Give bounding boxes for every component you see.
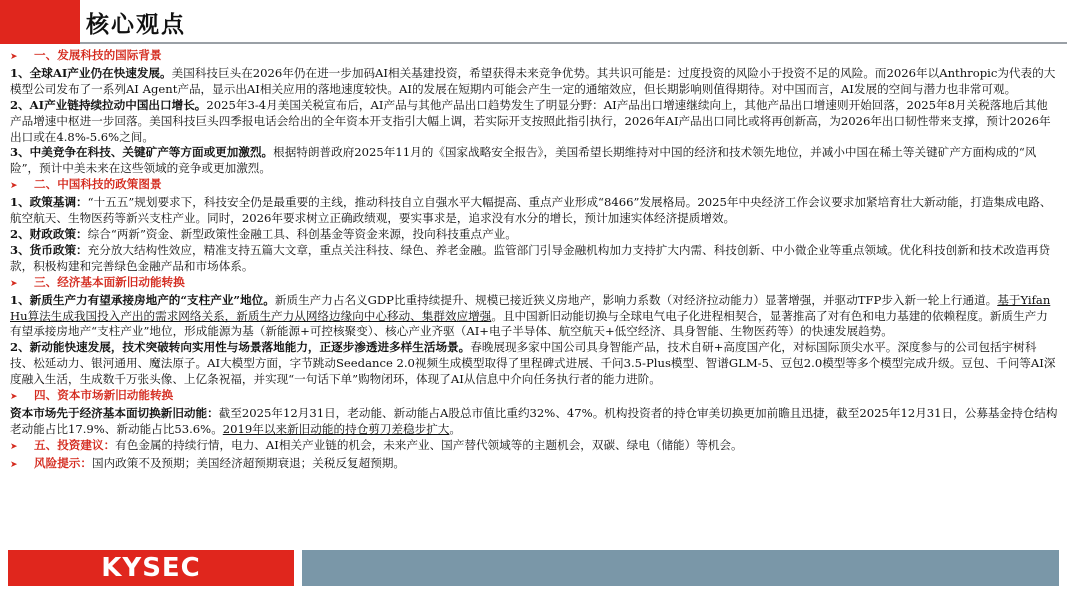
paragraph [10,227,1058,243]
paragraph [10,243,1058,275]
section-heading-text: 风险提示： [34,455,92,470]
section-heading-3 [10,275,1058,293]
kysec-logo: KYSEC [101,553,201,583]
paragraph-text: 。且中国新旧动能切换与全球电气电子化进程相契合，显著推高了对有色和电力基建的依赖程度。新质生产力有望承接房地产“支柱产业”地位，形成能源为基（新能源+可控核聚变）、核心产业齐驱（AI+电子半导体、航空航天+低空经济、具身智能、生物医药等）的快速发展趋势。 [10,308,1048,339]
paragraph-lead: 2、AI产业链持续拉动中国出口增长。 [10,97,207,112]
title-divider [80,42,1067,44]
footer-bar [302,550,1059,586]
main-content [10,48,1058,474]
paragraph-text: 国内政策不及预期；美国经济超预期衰退；关税反复超预期。 [91,455,406,470]
underlined-text: 2019年以来新旧动能的持仓剪刀差稳步扩大 [222,421,450,436]
paragraph-text: 综合“两新”资金、新型政策性金融工具、科创基金等资金来源，投向科技重点产业。 [87,226,517,241]
page-title: 核心观点 [86,11,186,38]
section-heading-text: 四、资本市场新旧动能转换 [34,388,174,403]
paragraph [10,145,1058,177]
section-investment-advice [10,438,1058,456]
section-heading-text: 三、经济基本面新旧动能转换 [34,274,185,289]
paragraph-text: 2025年3-4月美国关税宣布后，AI产品与其他产品出口趋势发生了明显分野：AI产品出口增速继续向上，其他产品出口增速则开始回落，2025年8月关税落地后其他产品增速中枢进一步回落。美国科技巨头四季报电话会给出的全年资本开支指引大幅上调，若实际开支按照此指引执行，2026年AI产品出口同比或将再创新高，为2026年出口韧性带来支撑，预计2026年出口或在4.8%-5.6%之间。 [10,97,1051,144]
paragraph [10,98,1058,146]
paragraph-text: 根据特朗普政府2025年11月的《国家战略安全报告》，美国希望长期维持对中国的经济和技术领先地位，并减小中国在稀土等关键矿产方面构成的“风险”，预计中美未来在这些领域的竞争或更加激烈。 [10,145,1037,176]
paragraph: 资本市场先于经济基本面切换新旧动能：截至2025年12月31日，老动能、新动能占A股总市值比重约32%、47%。机构投资者的持仓审美切换更加前瞻且迅捷，截至2025年12月31日，公募基金持仓结构老动能占比17.9%、新动能占比53.6%。2019年以来新旧动能的持仓剪刀差稳步扩大。 [10,405,1058,436]
title-accent-block [0,0,80,44]
arrow-bullet-icon: ➤ [10,181,18,192]
section-heading-1 [10,48,1058,66]
paragraph-lead: 3、中美竞争在科技、关键矿产等方面或更加激烈。 [10,145,274,160]
section-heading-4 [10,388,1058,406]
section-risk-warning [10,456,1058,474]
paragraph [10,340,1058,388]
paragraph-text: 充分放大结构性效应，精准支持五篇大文章，重点关注科技、绿色、养老金融。监管部门引导金融机构加力支持扩大内需、科技创新、中小微企业等重点领域。优化科技创新和技术改造再贷款，积极构建和完善绿色金融产品和市场体系。 [10,242,1050,273]
title-bar [0,0,1067,44]
arrow-bullet-icon: ➤ [10,459,18,470]
paragraph-lead: 1、新质生产力有望承接房地产的“支柱产业”地位。 [10,292,275,307]
paragraph-text: 美国科技巨头在2026年仍在进一步加码AI相关基建投资，希望获得未来竞争优势。其共识可能是：过度投资的风险小于投资不足的风险。而2026年以Anthropic为代表的大模型公司发布了一系列AI Agent产品，显示出AI相关应用的落地速度较快。AI的发展在短期内可能会产生一定的通缩效应，但长期影响则值得期待。对中国而言，AI发展的空间与潜力也非常可观。 [10,65,1056,96]
arrow-bullet-icon: ➤ [10,278,18,289]
paragraph-lead: 3、货币政策： [10,242,88,257]
paragraph-lead: 2、新动能快速发展，技术突破转向实用性与场景落地能力，正逐步渗透进多样生活场景。 [10,340,471,355]
paragraph-text: “十五五”规划要求下，科技安全仍是最重要的主线，推动科技自立自强水平大幅提高、重点产业形成“8466”发展格局。2025年中央经济工作会议要求加紧培育壮大新动能，打造集成电路、航空航天、生物医药等新兴支柱产业。同时，2026年要求树立正确政绩观，要实事求是，追求没有水分的增长，预计加速实体经济提质增效。 [10,195,1052,226]
paragraph-text: 有色金属的持续行情，电力、AI相关产业链的机会，未来产业、国产替代领域等的主题机会，双碳、绿电（储能）等机会。 [115,437,743,452]
paragraph-lead: 1、全球AI产业仍在快速发展。 [10,65,172,80]
paragraph-lead: 资本市场先于经济基本面切换新旧动能： [10,405,219,420]
paragraph-text: 截至2025年12月31日，老动能、新动能占A股总市值比重约32%、47%。机构投资者的持仓审美切换更加前瞻且迅捷，截至2025年12月31日，公募基金持仓结构老动能占比17.9%、新动能占比53.6%。 [10,405,1058,436]
section-heading-text: 二、中国科技的政策图景 [34,177,162,192]
paragraph-lead: 2、财政政策： [10,226,88,241]
paragraph-lead: 1、政策基调： [10,195,88,210]
arrow-bullet-icon: ➤ [10,441,18,452]
section-heading-2 [10,177,1058,195]
section-heading-text: 五、投资建议： [34,437,116,452]
section-heading-text: 一、发展科技的国际背景 [34,48,162,62]
paragraph-text: 春晚展现多家中国公司具身智能产品，技术自研+高度国产化，对标国际顶尖水平。深度参与的公司包括宇树科技、松延动力、银河通用、魔法原子。AI大模型方面，字节跳动Seedance 2.0视频生成模型取得了里程碑式进展、千问3.5-Plus模型、智谱GLM-5、豆包2.0模型等多个模型完成升级。豆包、千问等AI深度融入生活，生成数千万张头像、上亿条祝福，并实现“一句话下单”购物闭环，体现了AI从信息中介向任务执行者的能力进阶。 [10,340,1056,387]
paragraph [10,66,1058,98]
underlined-text: 基于Yifan Hu算法生成我国投入产出的需求网络关系，新质生产力从网络边缘向中心移动、集群效应增强 [10,292,1051,323]
paragraph [10,195,1058,227]
paragraph [10,293,1058,341]
arrow-bullet-icon: ➤ [10,392,18,403]
arrow-bullet-icon: ➤ [10,52,18,62]
paragraph-text: 新质生产力占名义GDP比重持续提升、规模已接近狭义房地产，影响力系数（对经济拉动能力）显著增强，并驱动TFP步入新一轮上行通道。 [274,292,998,307]
